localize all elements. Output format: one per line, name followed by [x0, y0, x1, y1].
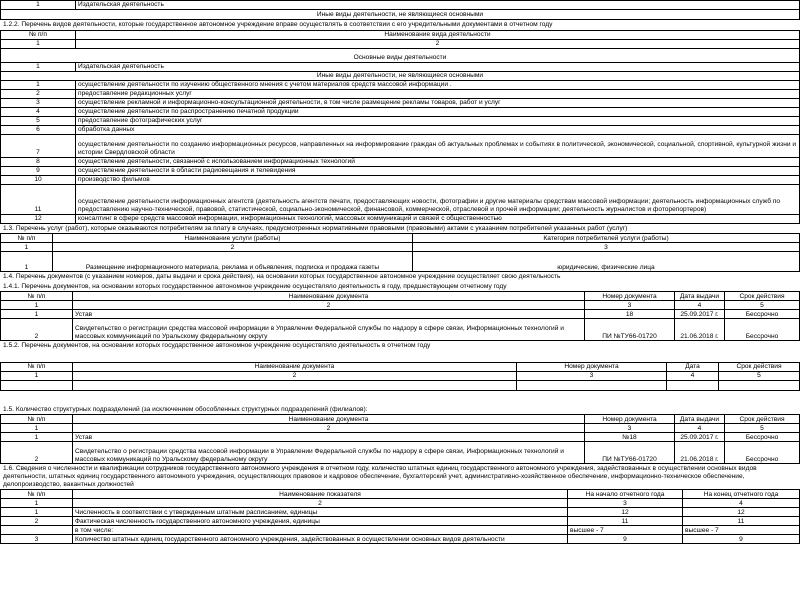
staff-table — [0, 489, 800, 544]
row-indicator: в том числе: — [73, 526, 568, 535]
row-n: 2 — [1, 89, 76, 98]
col-num: 2 — [73, 371, 517, 380]
col-header: Наименование показателя — [73, 490, 568, 499]
section-1-6-title: 1.6. Сведения о численности и квалификации сотрудников государственного автономного учреждения в отчетном году, количество штатных единиц государственного автономного учреждения, задействованных в осуществлении основных видов деятельности, штатных единиц государственного автономного учреждения, осуществляющих правовое и кадровое обеспечение, бухгалтерский учет, административно-хозяйственное обеспечение, информационно-техническое обеспечение, делопроизводство, вакантных должностей — [3, 465, 757, 488]
row-n: 4 — [1, 107, 76, 116]
section-1-5-2-title: 1.5.2. Перечень документов, на основании которых государственное автономное учреждение осуществляло деятельность в отчетном году — [3, 342, 431, 350]
row-indicator: Численность в соответствии с утвержденным штатным расписанием, единицы — [73, 508, 568, 517]
row-text: обработка данных — [76, 125, 800, 134]
documents-report-year-table — [0, 362, 800, 391]
col-num: 2 — [73, 499, 568, 508]
subdivisions-table — [0, 414, 800, 464]
row-doc-number: 18 — [585, 310, 675, 319]
row-doc-name: Свидетельство о регистрации средства массовой информации в Управлении Федеральной службы по надзору в сфере связи, Информационных технологий и массовых коммуникаций по Уральскому федеральному округу — [73, 442, 585, 464]
col-num: 3 — [585, 301, 675, 310]
row-n: 1 — [1, 252, 53, 272]
row-start-value: 12 — [568, 508, 683, 517]
section-1-4-title: 1.4. Перечень документов (с указанием номеров, даты выдачи и срока действия), на основании которых государственное автономное учреждение осуществляет свою деятельность — [3, 273, 561, 281]
col-header: Срок действия — [719, 362, 800, 371]
row-doc-name: Устав — [73, 433, 585, 442]
activities-table — [0, 30, 800, 224]
col-header: № п/п — [1, 362, 73, 371]
col-num: 5 — [725, 424, 800, 433]
row-n: 1 — [1, 310, 73, 319]
col-num: 1 — [1, 371, 73, 380]
documents-prev-year-table — [0, 291, 800, 341]
empty-cell — [73, 380, 517, 390]
row-doc-date: 25.09.2017 г. — [675, 433, 725, 442]
col-header: Номер документа — [517, 362, 667, 371]
row-text: предоставление редакционных услуг — [76, 89, 800, 98]
row-end-value: 9 — [683, 535, 800, 544]
col-num: 1 — [1, 243, 53, 252]
col-header: № п/п — [1, 490, 73, 499]
row-n: 3 — [1, 98, 76, 107]
row-n: 3 — [1, 535, 73, 544]
row-text: предоставление фотографических услуг — [76, 116, 800, 125]
row-n: 2 — [1, 442, 73, 464]
col-num: 3 — [517, 371, 667, 380]
row-end-value: 11 — [683, 517, 800, 526]
col-num: 2 — [76, 39, 800, 48]
row-n: 10 — [1, 175, 76, 184]
row-n: 12 — [1, 214, 76, 223]
col-header-name: Наименование вида деятельности — [76, 30, 800, 39]
empty-cell — [517, 380, 667, 390]
section-1-5-title: 1.5. Количество структурных подразделений (за исключением обособленных структурных подразделений (филиалов): — [3, 405, 368, 413]
row-text: осуществление деятельности информационных агентств (деятельность агентств печати, предоставляющих новости, фотографии и другие материалы средствам массовой информации; деятельность информационных служб по предоставлению научно-технической, правовой, статистической, социально-экономической, финансовой, коммерческой, отраслевой и прочей информации; деятельность журналистов и фоторепортеров) — [76, 184, 800, 214]
row-doc-name: Устав — [73, 310, 585, 319]
row-n: 11 — [1, 184, 76, 214]
col-num: 5 — [725, 301, 800, 310]
row-doc-number: ПИ №ТУ66-01720 — [585, 319, 675, 341]
services-table — [0, 233, 800, 272]
row-text: производство фильмов — [76, 175, 800, 184]
row-indicator: Фактическая численность государственного автономного учреждения, единицы — [73, 517, 568, 526]
col-num: 1 — [1, 424, 73, 433]
col-header: № п/п — [1, 415, 73, 424]
col-header: На начало отчетного года — [568, 490, 683, 499]
row-n: 1 — [1, 80, 76, 89]
col-num: 3 — [585, 424, 675, 433]
row-text: осуществление деятельности по созданию информационных ресурсов, направленных на информирование граждан об актуальных проблемах и событиях в политической, экономической, социальной, спортивной, культурной жизни и истории Свердловской области — [76, 134, 800, 157]
col-num: 1 — [1, 301, 73, 310]
section-1-3-title: 1.3. Перечень услуг (работ), которые оказываются потребителям за плату в случаях, предусмотренных нормативными правовыми (правовыми) актами с указанием потребителей указанных работ (услуг) — [3, 224, 628, 232]
row-n: 2 — [1, 319, 73, 341]
section-1-4-1-title: 1.4.1. Перечень документов, на основании которых государственное автономное учреждение осуществляло деятельность в году, предшествующем отчетному году — [3, 282, 507, 290]
row-indicator: Количество штатных единиц государственного автономного учреждения, задействованных в осуществлении основных видов деятельности — [73, 535, 568, 544]
col-header: Срок действия — [725, 415, 800, 424]
row-n: 2 — [1, 517, 73, 526]
col-num: 1 — [1, 39, 76, 48]
col-header: Номер документа — [585, 292, 675, 301]
col-num: 3 — [413, 243, 800, 252]
other-activities-header: Иные виды деятельности, не являющиеся основными — [1, 10, 800, 20]
row-n: 9 — [1, 166, 76, 175]
row-n: 7 — [1, 134, 76, 157]
row-text: осуществление деятельности, связанной с использованием информационных технологий — [76, 157, 800, 166]
row-n: 1 — [1, 433, 73, 442]
row-doc-date: 21.06.2018 г. — [675, 442, 725, 464]
col-header: Дата — [667, 362, 719, 371]
empty-cell — [667, 380, 719, 390]
cell-n: 1 — [1, 1, 76, 10]
col-num: 2 — [53, 243, 413, 252]
row-end-value: 12 — [683, 508, 800, 517]
col-header-category: Категория потребителей услуги (работы) — [413, 234, 800, 243]
col-header: На конец отчетного года — [683, 490, 800, 499]
row-n: 5 — [1, 116, 76, 125]
row-doc-number: ПИ №ТУ66-01720 — [585, 442, 675, 464]
col-num: 5 — [719, 371, 800, 380]
top-table — [0, 0, 800, 20]
row-service: Размещение информационного материала, реклама и объявления, подписка и продажа газеты — [53, 252, 413, 272]
row-doc-term: Бессрочно — [725, 310, 800, 319]
col-num: 2 — [73, 301, 585, 310]
col-header: Наименование документа — [73, 292, 585, 301]
col-header: № п/п — [1, 292, 73, 301]
col-header-n: № п/п — [1, 30, 76, 39]
col-header-service: Наименование услуги (работы) — [53, 234, 413, 243]
col-header: Наименование документа — [73, 362, 517, 371]
row-text: осуществление рекламной и информационно-консультационной деятельности, в том числе размещение рекламы товаров, работ и услуг — [76, 98, 800, 107]
row-doc-number: №18 — [585, 433, 675, 442]
col-header-n: № п/п — [1, 234, 53, 243]
row-text: Издательская деятельность — [76, 62, 800, 71]
row-text: осуществление деятельности в области радиовещания и телевидения — [76, 166, 800, 175]
row-n: 8 — [1, 157, 76, 166]
row-end-value: высшее - 7 — [683, 526, 800, 535]
row-n: 6 — [1, 125, 76, 134]
col-header: Срок действия — [725, 292, 800, 301]
row-n — [1, 526, 73, 535]
row-doc-term: Бессрочно — [725, 433, 800, 442]
section-1-2-2-title: 1.2.2. Перечень видов деятельности, которые государственное автономное учреждение вправе осуществлять в соответствии с его учредительными документами в отчетном году — [3, 21, 553, 28]
col-num: 3 — [568, 499, 683, 508]
col-header: Дата выдачи — [675, 415, 725, 424]
col-num: 4 — [667, 371, 719, 380]
row-category: юридические, физические лица — [413, 252, 800, 272]
row-doc-term: Бессрочно — [725, 319, 800, 341]
col-num: 4 — [683, 499, 800, 508]
col-num: 4 — [675, 301, 725, 310]
row-n: 1 — [1, 62, 76, 71]
row-start-value: 9 — [568, 535, 683, 544]
row-start-value: высшее - 7 — [568, 526, 683, 535]
main-activities-header: Основные виды деятельности — [1, 48, 800, 62]
row-doc-name: Свидетельство о регистрации средства массовой информации в Управлении Федеральной службы по надзору в сфере связи, Информационных технологий и массовых коммуникаций по Уральскому федеральному округу — [73, 319, 585, 341]
row-text: осуществление деятельности по изучению общественного мнения с учетом материалов средств массовой информации . — [76, 80, 800, 89]
col-header: Наименование документа — [73, 415, 585, 424]
col-num: 4 — [675, 424, 725, 433]
other-activities-header: Иные виды деятельности, не являющиеся основными — [1, 71, 800, 80]
row-start-value: 11 — [568, 517, 683, 526]
col-num: 2 — [73, 424, 585, 433]
empty-cell — [719, 380, 800, 390]
cell-activity: Издательская деятельность — [76, 1, 800, 10]
col-header: Номер документа — [585, 415, 675, 424]
row-doc-date: 21.06.2018 г. — [675, 319, 725, 341]
row-n: 1 — [1, 508, 73, 517]
empty-cell — [1, 380, 73, 390]
row-text: консалтинг в сфере средств массовой информации, информационных технологий, массовых коммуникаций и связей с общественностью — [76, 214, 800, 223]
col-num: 1 — [1, 499, 73, 508]
row-doc-term: Бессрочно — [725, 442, 800, 464]
row-doc-date: 25.09.2017 г. — [675, 310, 725, 319]
col-header: Дата выдачи — [675, 292, 725, 301]
row-text: осуществление деятельности по распространению печатной продукции — [76, 107, 800, 116]
